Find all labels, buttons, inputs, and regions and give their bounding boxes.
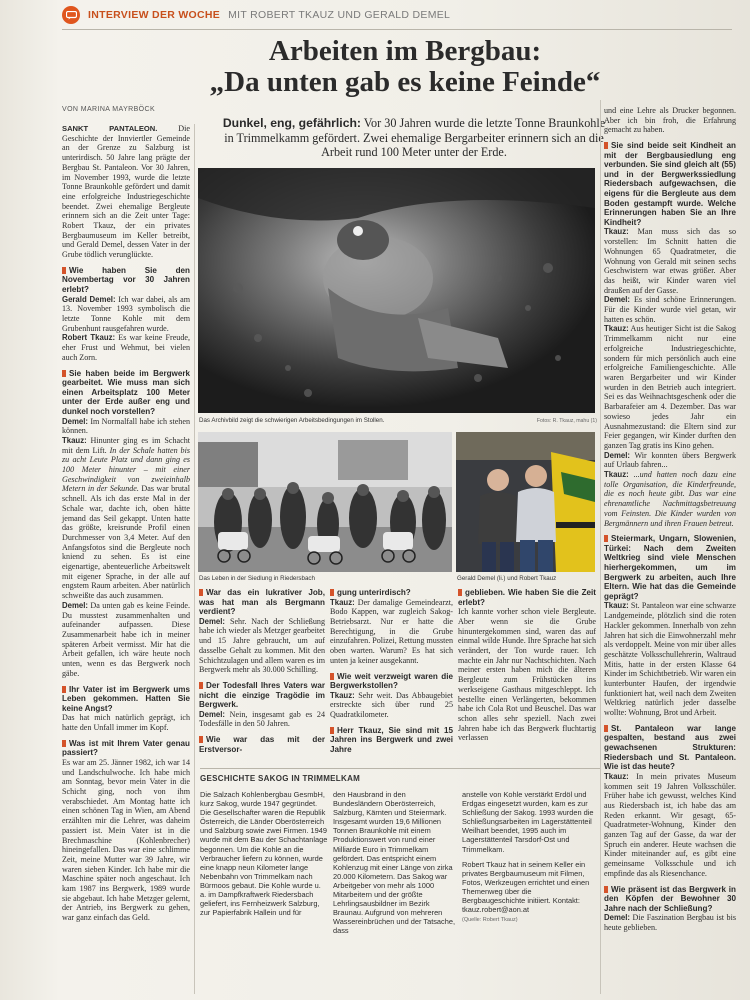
- box-heading: GESCHICHTE SAKOG IN TRIMMELKAM: [200, 774, 361, 783]
- speaker: Robert Tkauz:: [62, 333, 116, 343]
- speaker: Demel:: [199, 616, 225, 626]
- speaker: Demel:: [604, 450, 630, 460]
- photo-caption-main: Das Archivbild zeigt die schwierigen Arbeitsbedingungen im Stollen.: [199, 417, 385, 424]
- box-column-3: [462, 790, 596, 925]
- column-3: [330, 588, 453, 755]
- speaker: Tkauz:: [330, 690, 355, 700]
- question: Herr Tkauz, Sie sind mit 15 Jahren ins Bergwerk und zwei Jahre: [330, 725, 453, 754]
- photo-miner-in-tunnel: [198, 168, 595, 413]
- speaker: Tkauz:: [604, 771, 629, 781]
- question: Wie präsent ist das Bergwerk in den Köpfen der Bewohner 30 Jahre nach der Schließung?: [604, 884, 736, 913]
- speaker: Tkauz:: [604, 324, 629, 334]
- photo-settlement: [198, 432, 452, 572]
- speaker: Tkauz:: [604, 601, 629, 611]
- question: Was ist mit Ihrem Vater genau passiert?: [62, 738, 190, 758]
- box-text-museum: Robert Tkauz hat in seinem Keller ein privates Bergbaumuseum mit Filmen, Fotos, Werkzeugen errichtet und einen Themenweg über die Bergbaugeschichte initiiert. Kontakt: tkauz.robert@aon.at: [462, 859, 590, 915]
- question: Wie weit verzweigt waren die Bergwerkstollen?: [330, 671, 453, 691]
- question: St. Pantaleon war lange gespalten, bestand aus zwei gewachsenen Strukturen: Riedersbach und St. Pantaleon. Wie ist das heute?: [604, 723, 736, 772]
- answer: Es war am 25. Jänner 1982, ich war 14 und Landschulwoche. Ich habe mich am Sonntag, bevor mein Vater in die Schicht ging, noch von ihm verabschiedet. Am Montag hatte ich einen schönen Tag in Wien, am Abend erzählten mir die Lehrer, was daheim passiert ist. Mein Vater ist in die Brechmaschine (Kohlenbrecher) hineingefallen. Das war eine schlimme Zeit, meine Mutter war 39 Jahre, wir waren sieben Kinder. Ich habe mir die Maschine später noch angeschaut. Ich kam 1987 ins Bergwerk, 1989 wurde sie abgebaut. Ich habe Metzger gelernt, der Antrieb, ins Bergwerk zu gehen, war ganz einfach das Geld.: [62, 757, 190, 923]
- answer: Die Faszination Bergbau ist bis heute geblieben.: [604, 913, 736, 933]
- headline: [170, 36, 640, 98]
- section-header: [62, 6, 450, 24]
- speaker: Gerald Demel:: [62, 294, 116, 304]
- box-source: (Quelle: Robert Tkauz): [462, 917, 518, 924]
- answer: Nein, insgesamt gab es 24 Todesfälle in den 50 Jahren.: [199, 709, 325, 729]
- speaker: Demel:: [604, 295, 630, 305]
- answer: Sehr. Nach der Schließung habe ich wieder als Metzger gearbeitet und 15 Jahre gebraucht, um auf dasselbe Gehalt zu kommen. Mit den Schichtzulagen und allem waren es im Bergwerk mehr als 30.000 Schilling.: [199, 616, 325, 675]
- answer-cont: und eine Lehre als Drucker begonnen. Aber ich bin froh, die Erfahrung gemacht zu haben.: [604, 106, 736, 135]
- lead-text: Vor 30 Jahren wurde die letzte Tonne Braunkohle in Trimmelkamm gefördert. Zwei ehemalige Bergarbeiter erinnern sich an die Arbeit rund 100 Meter unter der Erde.: [224, 116, 606, 159]
- headline-line2: „Da unten gab es keine Feinde“: [209, 66, 601, 98]
- question: Sie sind beide seit Kindheit an mit der Bergbausiedlung eng verbunden. Sie sind gleich alt (55) und in der Bergwerkssiedlung Riedersbach aufgewachsen, die eigens für die Bergleute aus dem Boden gestampft wurde. Welche Erinnerungen haben Sie an Ihre Kindheit?: [604, 141, 736, 227]
- box-text: anstelle von Kohle verstärkt Erdöl und Erdgas eingesetzt wurden, kam es zur Schließung der Sakog. 1993 wurden die Schließungsarbeiten im Lagerstättenteil Weilhart beendet, 1995 auch im Lagerstättenteil Tarsdorf-Ost und Trimmelkam.: [462, 790, 594, 854]
- answer: In mein privates Museum kommen seit 19 Jahren Volksschüler. Früher habe ich gewusst, welches Kind aus Riedersbach ist, ich habe das am Reden erkannt. Wir gesagt, 65-Quadratmeter-Wohnung, Kinder den ganzen Tag auf der Gasse, da war der Spruch ein anderer. Heute wachsen die Kinder miteinander auf, es gibt eine gemeinsame Volksschule und ich empfinde das als Riesenchance.: [604, 771, 736, 878]
- section-label: INTERVIEW DER WOCHE: [88, 9, 221, 21]
- answer: Aus heutiger Sicht ist die Sakog Trimmelkamm nicht nur eine erfolgreiche Industriegeschichte, sondern für mich persönlich auch eine erfolgreiche Familiengeschichte. Alle waren Bergarbeiter und wir Kinder wurden in den Betrieb auch integriert. Sei es das Weihnachtsgeschenk oder die Barbarafeier am 4. Dezember. Das war sowieso jedes Jahr ein Ausnahmezustand: die Eltern sind zur Feier gegangen, wir Kinder durften den ganzen Tag gratis ins Kino gehen.: [604, 324, 736, 450]
- answer: Wir konnten übers Bergwerk auf Urlaub fahren...: [604, 450, 736, 470]
- answer: Im Normalfall habe ich stehen können.: [62, 416, 190, 436]
- headline-line1: Arbeiten im Bergbau:: [268, 35, 542, 67]
- dateline: SANKT PANTALEON.: [62, 124, 158, 133]
- speaker: Demel:: [62, 600, 88, 610]
- intro-text: Die Geschichte der Innviertler Gemeinde an der Grenze zu Salzburg ist unterirdisch. 50 Jahre lang prägte der Bergbau St. Pantaleon. Vor 30 Jahren, im November 1993, wurde die letzte Tonne Braunkohle gefördert und damit eine erfolgreiche Industriegeschichte beendet. Zwei ehemalige Bergleute erinnern sich an die Zeit unter Tage: Robert Tkauz, der ein privates Bergbaumuseum im Keller betreibt, und Gerald Demel, dessen Vater in der Grube tödlich verunglückte.: [62, 124, 190, 260]
- column-divider: [600, 100, 601, 994]
- answer: St. Pantaleon war eine schwarze Landgemeinde, plötzlich sind die roten Hackler gekommen. Innerhalb von zehn Jahren hat sich die Einwohnerzahl mehr als verdoppelt. Meine von mir über alles geschätzte Volksschullehrerin, Waltraud Mitis, hatte in der ersten Klasse 64 Kinder im Schichtbetrieb. Wir waren ein kunterbunter Haufen, der irgendwie funktioniert hat, weil nach dem Zweiten Weltkrieg natürlich jeder dasselbe wollte: Wohnung, Brot und Arbeit.: [604, 601, 736, 718]
- box-column-2: den Hausbrand in den Bundesländern Oberösterreich, Salzburg, Kärnten und Steiermark. Insgesamt wurden 19,6 Millionen Tonnen Braunkohle mit einem Produktionswert von rund einer Milliarde Euro in Trimmelkam gefördert. Das entspricht einem Kohlenzug mit einer Länge von zirka 20.000 Kilometern. Das Sakog war Arbeitgeber von mehr als 1000 Mitarbeitern und der größte Lehrlingsausbildner im Bezirk Braunau. Aufgrund von mehreren Wassereinbrüchen und der Tatsache, dass: [333, 790, 456, 936]
- answer: Es war keine Freude, eher Frust und Wehmut, bei vielen auch Zorn.: [62, 333, 190, 362]
- photo-caption-settlement: Das Leben in der Siedlung in Riedersbach: [199, 575, 315, 582]
- speaker: Demel:: [199, 709, 225, 719]
- photo-credit: Fotos: R. Tkauz, mahu (1): [536, 418, 597, 424]
- photo-caption-portrait: Gerald Demel (li.) und Robert Tkauz: [457, 575, 557, 582]
- answer-italic: In der Schale hatten bis zu acht Leute Platz und dann ging es 100 Meter hinunter – mit einer Geschwindigkeit von zweieinhalb Metern in der Sekunde.: [62, 445, 190, 494]
- photo-portrait: [456, 432, 595, 572]
- answer: ...und hatten noch dazu eine tolle Organisation, die Kinderfreunde, die es noch heute gibt. Das war eine ehrenamtliche Nachmittagsbetreuung vom Feinsten. Die Kinder wurden von Bergmännern und ihren Frauen betreut.: [604, 470, 736, 528]
- column-5: [604, 106, 736, 933]
- speaker: Demel:: [604, 913, 630, 923]
- lead-paragraph: [222, 116, 606, 160]
- question: Wie haben Sie den Novembertag vor 30 Jahren erlebt?: [62, 265, 190, 295]
- answer: Das hat mich natürlich geprägt, ich hatte den Unfall immer im Kopf.: [62, 713, 190, 732]
- question: War das ein lukrativer Job, was hat man als Bergmann verdient?: [199, 588, 325, 617]
- speaker: Demel:: [62, 416, 88, 426]
- question: Der Todesfall Ihres Vaters war nicht die einzige Tragödie im Bergwerk.: [199, 681, 325, 710]
- column-divider: [194, 124, 195, 994]
- answer: Ich kannte vorher schon viele Bergleute. Aber wenn sie die Grube hinuntergekommen sind, waren das auf einmal wilde Hunde. Ihre Sprache hat sich verändert, der Ton wurde rauer. Ich machte ein Jahr nur Nachtschichten. Nach meiner ersten haben mich die älteren Bergleute zum Frühstücken ins werkseigene Gasthaus mitgeschleppt. Ich bestellte einen Verlängerten, bekommen habe ich Cola Rot und Beuschel. Das war schon alles sehr speziell. Nach zwei Jahren habe ich das Bergwerk fluchtartig verlassen: [458, 607, 596, 743]
- box-column-1: Die Salzach Kohlenbergbau GesmbH, kurz Sakog, wurde 1947 gegründet. Die Gesellschafter waren die Republik Österreich, die Länder Oberösterreich und Salzburg sowie zwei Firmen. 1949 wurde mit dem Bau der Schachtanlage begonnen. Um die Kohle an die Verbraucher liefern zu können, wurde eine knapp neun Kilometer lange Nebenbahn von Trimmelkam nach Bürmoos gebaut. Die Kohle wurde u. a. im Dampfkraftwerk Riedersbach geliefert, ins Fernheizwerk Salzburg, zur Papierfabrik Hallein und für: [200, 790, 328, 918]
- author-byline: VON MARINA MAYRBÖCK: [62, 106, 156, 113]
- question-cont: gung unterirdisch?: [330, 588, 453, 598]
- column-1: [62, 124, 190, 923]
- header-rule: [62, 29, 732, 30]
- answer: Ich war dabei, als am 13. November 1993 symbolisch die letzte Tonne Kohle mit dem Grubenhunt rausgefahren wurde.: [62, 294, 191, 333]
- column-4: [458, 588, 596, 743]
- answer: Man muss sich das so vorstellen: Im Schnitt hatten die Wohnungen 65 Quadratmeter, die Wohnung von Gerald mit seinen sechs Geschwistern war etwas größer. Aber das heißt, wir Kinder waren viel draußen auf der Gasse.: [604, 227, 736, 295]
- speaker: Tkauz:: [62, 435, 87, 445]
- speaker: Tkauz:: [604, 227, 629, 237]
- section-subtitle: MIT ROBERT TKAUZ UND GERALD DEMEL: [228, 9, 451, 21]
- speaker: Tkauz:: [330, 597, 355, 607]
- question: Wie war das mit der Erstversor-: [199, 735, 325, 754]
- speech-bubble-icon: [62, 6, 80, 24]
- speaker: Tkauz:: [604, 470, 629, 480]
- answer: Da unten gab es keine Feinde. Du musstest zusammenhalten und aufeinander aufpassen. Diese Zusammenarbeit habe ich in meiner späteren Arbeit vermisst. Mir hat die Arbeit gefallen, ich wäre heute noch unten, wenn es das Bergwerk noch gäbe.: [62, 600, 190, 678]
- answer: Hinunter ging es im Schacht mit dem Lift.: [62, 435, 190, 455]
- question: Steiermark, Ungarn, Slowenien, Türkei: Nach dem Zweiten Weltkrieg sind viele Menschen hierhergekommen, um im Bergwerk zu arbeiten, auch Ihre Eltern. Wie hat das die Gemeinde geprägt?: [604, 534, 736, 601]
- answer: Sehr weit. Das Abbaugebiet erstreckte sich über rund 25 Quadratkilometer.: [330, 690, 453, 720]
- question-cont: geblieben. Wie haben Sie die Zeit erlebt?: [458, 588, 596, 607]
- column-2: [199, 588, 325, 754]
- answer: Der damalige Gemeindearzt, Bodo Kappen, war zugleich Sakog-Betriebsarzt. Nur er hatte die Berechtigung, in die Grube einzufahren. Polizei, Rettung mussten oben warten. Warum? Es hat sich unten ja keiner ausgekannt.: [330, 597, 453, 665]
- answer: Es sind schöne Erinnerungen. Für die Kinder wurde viel getan, wir hatten es schön.: [604, 295, 736, 324]
- answer: Das war brutal schnell. Als ich das erste Mal in der Schale war, dachte ich, oben hätte jemand das Seil gekappt. Unten hatte das größte, kreisrunde Profil einen Durchmesser von 3,4 Meter. Auf den Anfangsfotos sind die Bergleute noch kniend zu sehen. Es ist eine eigenartige, abenteuerliche Arbeitswelt mit eigener Sprache, in der alle auf engstem Raum arbeiten. Aber natürlich schweißte das auch zusammen.: [62, 484, 190, 601]
- question: Ihr Vater ist im Bergwerk ums Leben gekommen. Hatten Sie keine Angst?: [62, 684, 190, 713]
- lead-bold: Dunkel, eng, gefährlich:: [222, 116, 361, 130]
- question: Sie haben beide im Bergwerk gearbeitet. Wie muss man sich einen Arbeitsplatz 100 Meter unter der Erde außer eng und dunkel noch vorstellen?: [62, 368, 190, 416]
- box-rule: [200, 768, 600, 769]
